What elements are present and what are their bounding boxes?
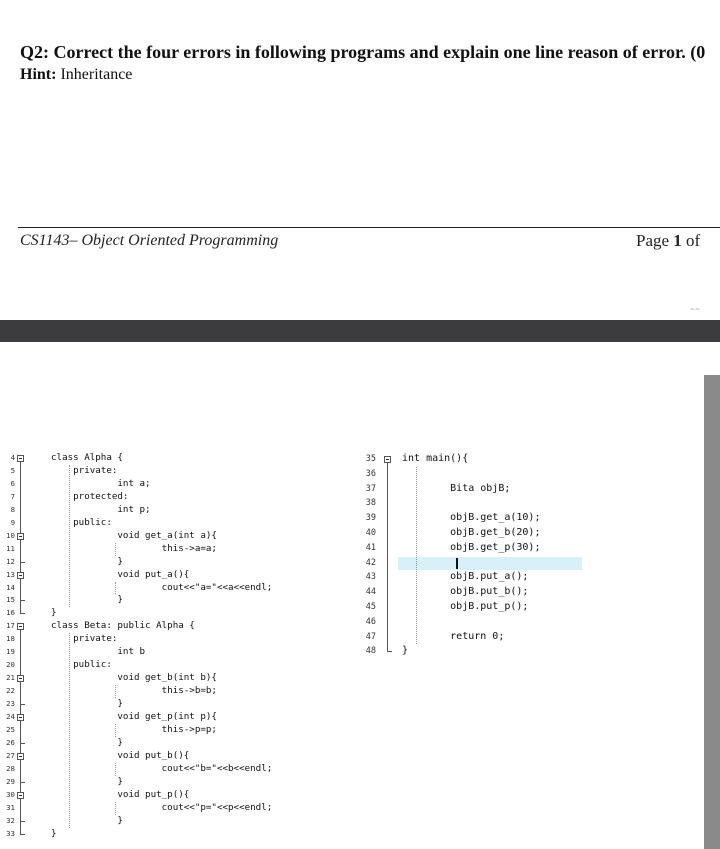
line-number: 44 — [365, 587, 376, 598]
line-number: 20 — [6, 660, 15, 670]
indent-guide — [115, 582, 116, 595]
line-number: 42 — [365, 557, 376, 568]
line-number: 32 — [6, 815, 15, 825]
fold-bracket — [20, 760, 21, 782]
code-line: objB.put_a(); — [402, 571, 529, 583]
line-number: 36 — [365, 468, 376, 479]
line-number: 37 — [365, 483, 376, 494]
fold-bracket-end — [20, 782, 25, 783]
line-number: 19 — [6, 647, 15, 657]
line-number: 10 — [6, 530, 15, 540]
line-number: 31 — [6, 802, 15, 812]
code-line: void put_p(){ — [51, 788, 190, 800]
line-number: 46 — [365, 616, 376, 627]
course-name: CS1143– Object Oriented Programming — [20, 232, 279, 249]
code-line: private: — [51, 633, 118, 645]
line-number: 27 — [6, 750, 15, 760]
left-code-screenshot — [3, 452, 353, 847]
line-number: 41 — [365, 542, 376, 553]
line-number: 21 — [6, 673, 15, 683]
fold-bracket — [20, 799, 21, 821]
line-number: 12 — [6, 556, 15, 566]
fold-bracket — [20, 579, 21, 601]
hint-text: Inheritance — [56, 66, 133, 83]
line-number: 17 — [6, 621, 15, 631]
line-number: 4 — [10, 453, 15, 462]
current-line-highlight — [398, 557, 582, 571]
code-line: int b — [51, 646, 146, 658]
indent-guide — [115, 543, 116, 556]
line-number: 22 — [6, 686, 15, 696]
code-line: return 0; — [402, 630, 505, 642]
line-number: 6 — [10, 478, 15, 488]
fold-bracket — [20, 682, 21, 704]
code-line: } — [51, 594, 123, 606]
line-number: 25 — [6, 724, 15, 734]
fold-bracket-end — [20, 743, 25, 744]
fold-toggle-icon — [17, 792, 24, 799]
line-number: 40 — [365, 528, 376, 538]
code-line: } — [51, 555, 123, 567]
code-line: private: — [51, 464, 118, 476]
indent-guide — [115, 763, 116, 776]
code-line: } — [402, 645, 409, 657]
fold-toggle-icon — [17, 623, 24, 630]
code-line: } — [51, 827, 57, 839]
fold-bracket-end — [20, 704, 25, 705]
indent-guide — [69, 465, 70, 607]
fold-bracket-end — [20, 821, 25, 822]
footer-rule — [18, 227, 720, 228]
code-line: public: — [51, 659, 112, 671]
line-number: 26 — [6, 737, 15, 747]
tiny-mark: ~~ — [690, 306, 701, 313]
line-number: 38 — [365, 498, 376, 509]
code-line: this->a=a; — [51, 542, 217, 554]
code-line: objB.get_a(10); — [402, 512, 541, 524]
page-number: 1 — [673, 231, 682, 250]
code-line: objB.get_b(20); — [402, 527, 541, 538]
line-number: 11 — [6, 543, 15, 553]
code-line: Bita objB; — [402, 482, 511, 494]
code-line: void get_a(int a){ — [51, 529, 217, 541]
indent-guide — [115, 685, 116, 698]
code-line: cout<<"a="<<a<<endl; — [51, 581, 273, 593]
code-line: this->p=p; — [51, 723, 217, 735]
code-line: cout<<"p="<<p<<endl; — [51, 801, 273, 813]
code-line: objB.put_b(); — [402, 586, 529, 598]
fold-toggle-icon — [17, 675, 24, 682]
fold-bracket — [20, 540, 21, 562]
code-line: int main(){ — [402, 453, 469, 464]
page-suffix: of — [681, 231, 701, 250]
code-line: } — [51, 814, 123, 826]
line-number: 9 — [10, 517, 15, 527]
question-title: Q2: Correct the four errors in following programs and explain one line reason of error. (0 — [20, 42, 706, 62]
line-number: 29 — [6, 776, 15, 786]
fold-bracket — [20, 721, 21, 743]
line-number: 8 — [10, 504, 15, 514]
code-line: void put_a(){ — [51, 568, 190, 580]
code-line: objB.put_p(); — [402, 601, 529, 612]
fold-bracket-end — [20, 613, 25, 614]
fold-toggle-icon — [17, 753, 24, 760]
code-line: void get_p(int p){ — [51, 711, 217, 722]
fold-toggle-icon — [384, 456, 391, 463]
page-gap-band — [0, 320, 720, 342]
fold-bracket — [387, 463, 388, 651]
line-number: 30 — [6, 789, 15, 799]
indent-guide — [69, 633, 70, 827]
code-line: int p; — [51, 503, 151, 515]
code-line: class Alpha { — [51, 452, 123, 463]
question-hint — [20, 66, 132, 84]
code-line: this->b=b; — [51, 685, 217, 697]
code-line: } — [51, 775, 123, 787]
fold-toggle-icon — [17, 714, 24, 721]
line-number: 7 — [10, 491, 15, 501]
code-line: objB.get_p(30); — [402, 541, 541, 553]
fold-bracket-end — [387, 651, 392, 652]
code-line: cout<<"b="<<b<<endl; — [51, 762, 273, 774]
code-line: } — [51, 607, 57, 619]
fold-toggle-icon — [17, 572, 24, 579]
right-code-screenshot — [362, 452, 582, 667]
line-number: 28 — [6, 763, 15, 773]
line-number: 35 — [365, 454, 376, 464]
fold-bracket-end — [20, 834, 25, 835]
code-line: int a; — [51, 477, 151, 489]
fold-toggle-icon — [17, 533, 24, 540]
line-number: 5 — [10, 465, 15, 475]
indent-guide — [115, 802, 116, 815]
hint-label: Hint: — [20, 66, 57, 83]
scrollbar[interactable] — [704, 375, 720, 849]
indent-guide — [115, 724, 116, 737]
line-number: 23 — [6, 699, 15, 709]
line-number: 47 — [365, 631, 376, 642]
code-line: protected: — [51, 490, 129, 502]
fold-bracket-end — [20, 600, 25, 601]
line-number: 16 — [6, 608, 15, 618]
code-line: public: — [51, 516, 112, 528]
line-number: 14 — [6, 582, 15, 592]
line-number: 39 — [365, 513, 376, 524]
line-number: 18 — [6, 634, 15, 644]
code-line: class Beta: public Alpha { — [51, 620, 195, 632]
line-number: 24 — [6, 712, 15, 721]
code-line: } — [51, 736, 123, 748]
text-caret — [456, 558, 458, 570]
line-number: 45 — [365, 602, 376, 612]
code-line: } — [51, 698, 123, 710]
page-prefix: Page — [636, 231, 674, 250]
fold-bracket-end — [20, 562, 25, 563]
code-line: void put_b(){ — [51, 749, 190, 761]
page-indicator — [636, 231, 700, 251]
line-number: 43 — [365, 572, 376, 583]
line-number: 15 — [6, 595, 15, 605]
indent-guide — [416, 467, 417, 645]
line-number: 13 — [6, 569, 15, 579]
line-number: 48 — [365, 646, 376, 657]
fold-toggle-icon — [17, 455, 24, 462]
code-line: void get_b(int b){ — [51, 672, 217, 684]
line-number: 33 — [6, 828, 15, 838]
